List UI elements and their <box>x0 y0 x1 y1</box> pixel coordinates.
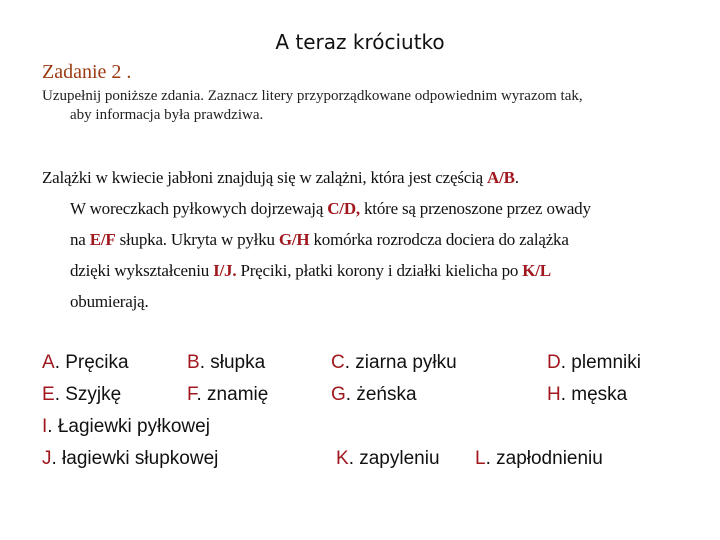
answer-choice: K/L <box>522 261 551 280</box>
option-letter: L <box>475 448 486 469</box>
answer-choice: C/D, <box>327 199 360 218</box>
option-text: . żeńska <box>345 384 417 405</box>
option-text: . słupka <box>199 352 266 373</box>
instruction-line-2: aby informacja była prawdziwa. <box>70 107 264 123</box>
option-g <box>331 384 417 406</box>
paragraph-line-4 <box>70 261 551 281</box>
text: obumierają. <box>70 292 149 311</box>
paragraph-line-2 <box>70 199 591 219</box>
task-label: Zadanie 2 . <box>42 61 132 83</box>
answer-choice: G/H <box>278 230 310 249</box>
instruction-line-1: Uzupełnij poniższe zdania. Zaznacz litery przyporządkowane odpowiednim wyrazom tak, <box>42 88 583 104</box>
slide-title: A teraz króciutko <box>275 30 445 54</box>
option-text: . męska <box>560 384 628 405</box>
option-text: . Szyjkę <box>54 384 122 405</box>
option-letter: K <box>336 448 349 469</box>
option-b <box>187 352 265 374</box>
answer-choice: A/B <box>487 168 515 187</box>
option-letter: D <box>547 352 561 373</box>
option-text: . Pręcika <box>54 352 129 373</box>
option-letter: J <box>42 448 52 469</box>
option-c <box>331 352 457 374</box>
option-l <box>475 448 603 470</box>
option-e <box>42 384 121 406</box>
option-letter: C <box>331 352 345 373</box>
text: dzięki wykształceniu <box>70 261 214 280</box>
text: . <box>514 168 519 187</box>
text: Zalążki w kwiecie jabłoni znajdują się w zalążni, która jest częścią <box>42 168 487 187</box>
option-text: . zapyleniu <box>348 448 440 469</box>
option-j <box>42 448 218 470</box>
paragraph-line-3 <box>70 230 569 250</box>
text: słupka. Ukryta w pyłku <box>115 230 279 249</box>
option-letter: G <box>331 384 346 405</box>
option-text: . plemniki <box>560 352 641 373</box>
option-letter: A <box>42 352 55 373</box>
option-letter: H <box>547 384 561 405</box>
text: Pręciki, płatki korony i działki kielicha po <box>236 261 523 280</box>
paragraph-line-5 <box>70 292 149 312</box>
option-letter: E <box>42 384 55 405</box>
answer-choice: I/J. <box>213 261 237 280</box>
option-text: . łagiewki słupkowej <box>51 448 219 469</box>
option-letter: F <box>187 384 197 405</box>
option-text: . ziarna pyłku <box>344 352 457 373</box>
paragraph-line-1 <box>42 168 519 188</box>
option-f <box>187 384 268 406</box>
option-k <box>336 448 440 470</box>
option-text: . Łagiewki pyłkowej <box>47 416 210 437</box>
option-i <box>42 416 210 438</box>
option-h <box>547 384 627 406</box>
answer-choice: E/F <box>89 230 116 249</box>
option-d <box>547 352 641 374</box>
option-text: . zapłodnieniu <box>485 448 603 469</box>
option-letter: I <box>42 416 48 437</box>
text: W woreczkach pyłkowych dojrzewają <box>70 199 328 218</box>
text: na <box>70 230 90 249</box>
option-a <box>42 352 129 374</box>
text: które są przenoszone przez owady <box>359 199 591 218</box>
text: komórka rozrodcza dociera do zalążka <box>309 230 569 249</box>
option-text: . znamię <box>196 384 269 405</box>
option-letter: B <box>187 352 200 373</box>
